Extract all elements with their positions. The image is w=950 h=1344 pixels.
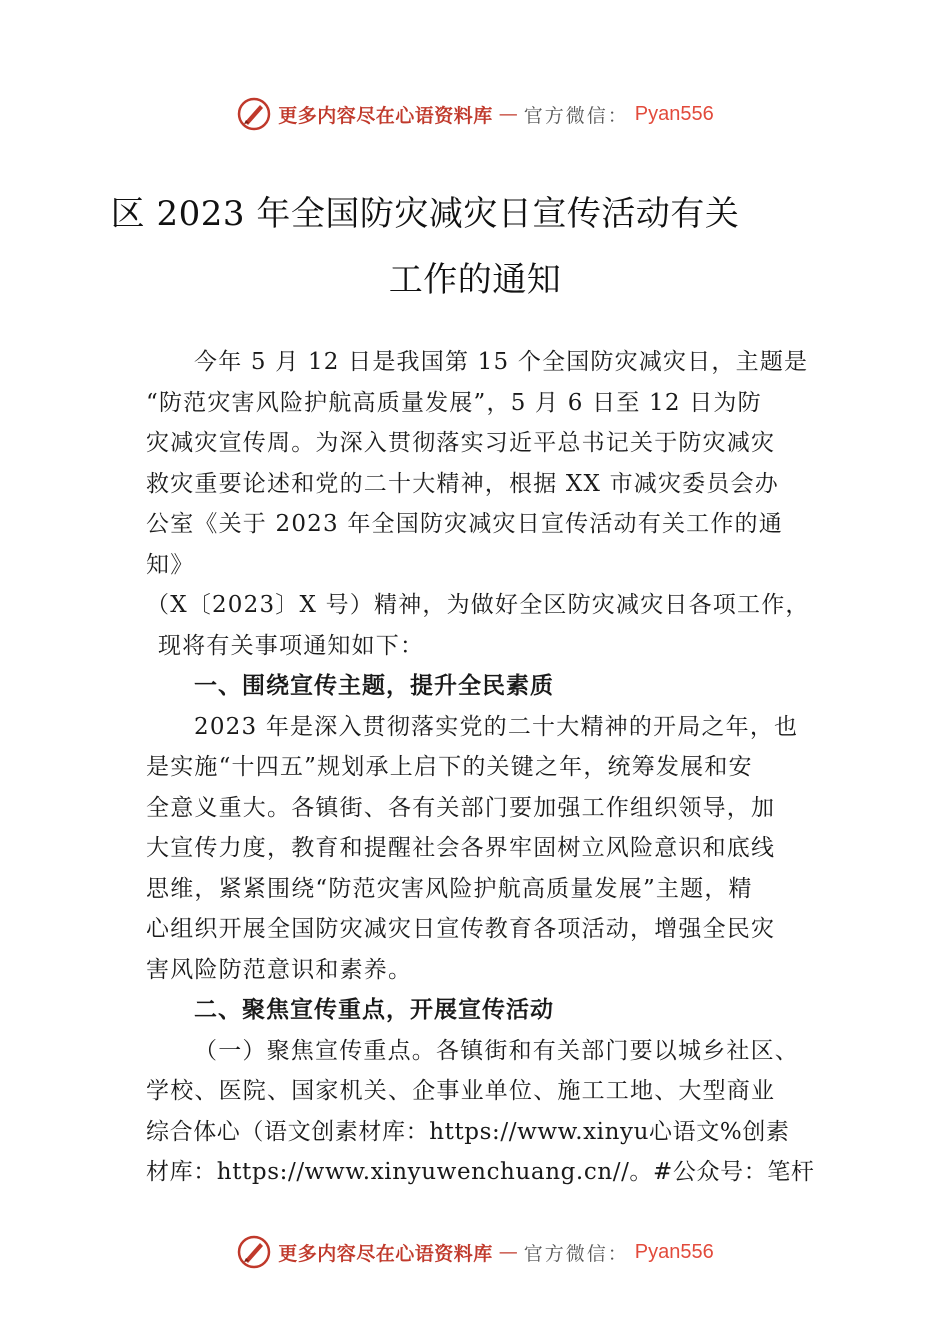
body-line: 材库：https://www.xinyuwenchuang.cn//。#公众号：笔杆 xyxy=(146,1159,815,1185)
section-heading-2: 二、聚焦宣传重点，开展宣传活动 xyxy=(194,997,554,1023)
banner-wechat-id: Pyan556 xyxy=(634,1240,714,1263)
body-line: 全意义重大。各镇街、各有关部门要加强工作组织领导，加 xyxy=(146,794,776,821)
body-line: 大宣传力度，教育和提醒社会各界牢固树立风险意识和底线 xyxy=(146,835,776,861)
body-line: 公室《关于 2023 年全国防灾减灾日宣传活动有关工作的通 xyxy=(146,511,783,537)
body-line: “防范灾害风险护航高质量发展”，5 月 6 日至 12 日为防 xyxy=(146,389,762,416)
banner-wechat-label: 官方微信： xyxy=(523,1242,629,1265)
watermark-banner-bottom xyxy=(0,1232,950,1272)
body-line: 心组织开展全国防灾减灾日宣传教育各项活动，增强全民灾 xyxy=(146,916,776,942)
body-line: 现将有关事项通知如下： xyxy=(158,632,425,659)
banner-wechat-id: Pyan556 xyxy=(634,102,714,125)
pen-logo-icon xyxy=(236,1234,272,1270)
banner-wechat-label: 官方微信： xyxy=(523,104,629,127)
section-heading-1: 一、围绕宣传主题，提升全民素质 xyxy=(194,673,554,699)
body-line: 害风险防范意识和素养。 xyxy=(146,956,413,983)
body-line: 灾减灾宣传周。为深入贯彻落实习近平总书记关于防灾减灾 xyxy=(146,430,776,456)
body-line: 今年 5 月 12 日是我国第 15 个全国防灾减灾日，主题是 xyxy=(194,349,809,375)
body-line: 2023 年是深入贯彻落实党的二十大精神的开局之年，也 xyxy=(194,713,799,740)
body-line: 思维，紧紧围绕“防范灾害风险护航高质量发展”主题，精 xyxy=(146,875,753,902)
body-line: （一）聚焦宣传重点。各镇街和有关部门要以城乡社区、 xyxy=(194,1037,799,1064)
body-line: 综合体心（语文创素材库：https://www.xinyu心语文%创素 xyxy=(146,1118,790,1145)
document-title-line-2: 工作的通知 xyxy=(388,260,562,300)
banner-main-text: 更多内容尽在心语资料库 xyxy=(278,104,493,127)
body-line: 知》 xyxy=(146,551,195,578)
banner-separator: — xyxy=(498,1241,518,1263)
banner-separator: — xyxy=(498,103,518,125)
watermark-banner-top xyxy=(0,94,950,134)
body-line: （X〔2023〕X 号）精神，为做好全区防灾减灾日各项工作， xyxy=(146,592,810,618)
banner-main-text: 更多内容尽在心语资料库 xyxy=(278,1242,493,1265)
document-title-line-1: 区 2023 年全国防灾减灾日宣传活动有关 xyxy=(110,194,740,234)
document-body xyxy=(146,342,816,1193)
body-line: 是实施“十四五”规划承上启下的关键之年，统筹发展和安 xyxy=(146,754,753,780)
body-line: 救灾重要论述和党的二十大精神，根据 XX 市减灾委员会办 xyxy=(146,470,779,497)
pen-logo-icon xyxy=(236,96,272,132)
body-line: 学校、医院、国家机关、企事业单位、施工工地、大型商业 xyxy=(146,1078,776,1104)
